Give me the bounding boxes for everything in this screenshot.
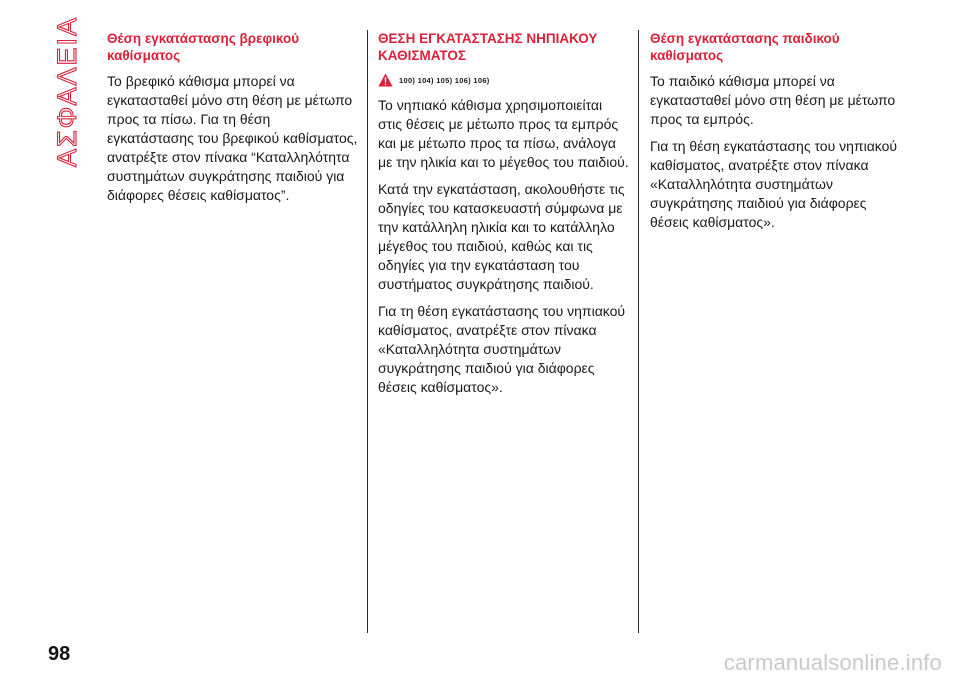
paragraph: Για τη θέση εγκατάστασης του νηπιακού καθίσματος, ανατρέξτε στον πίνακα «Καταλληλότητα συστημάτων συγκράτησης παιδιού για διάφορες θέσεις καθίσματος». (650, 138, 898, 230)
section-tab-label: ΑΣΦΑΛΕΙΑ (52, 15, 83, 167)
warning-triangle-icon (378, 73, 393, 87)
warning-refs: 100) 104) 105) 106) 106) (399, 75, 490, 85)
heading-toddler-seat: ΘΕΣΗ ΕΓΚΑΤΑΣΤΑΣΗΣ ΝΗΠΙΑΚΟΥ ΚΑΘΙΣΜΑΤΟΣ (378, 31, 598, 63)
column-divider (367, 30, 368, 633)
section-tab (50, 15, 86, 167)
warning-reference (378, 72, 630, 88)
heading-infant-seat: Θέση εγκατάστασης βρεφικού καθίσματος (107, 31, 300, 63)
column-infant-seat (107, 30, 359, 213)
paragraph: Το νηπιακό κάθισμα χρησιμοποιείται στις θέσεις με μέτωπο προς τα εμπρός και με μέτωπο προς τα πίσω, ανάλογα με την ηλικία και το μέγεθος του παιδιού. (378, 97, 629, 170)
page-number: 98 (48, 643, 71, 665)
paragraph: Το παιδικό κάθισμα μπορεί να εγκατασταθεί μόνο στη θέση με μέτωπο προς τα εμπρός. (650, 73, 896, 127)
column-divider (638, 30, 639, 633)
column-child-seat (650, 30, 902, 240)
column-toddler-seat (378, 30, 630, 405)
paragraph: Κατά την εγκατάσταση, ακολουθήστε τις οδηγίες του κατασκευαστή σύμφωνα με την κατάλληλη ηλικία και το κατάλληλο μέγεθος του παιδιού, καθώς και τις οδηγίες για την εγκατάσταση του συστήματος συγκράτησης παιδιού. (378, 181, 625, 292)
paragraph: Το βρεφικό κάθισμα μπορεί να εγκατασταθεί μόνο στη θέση με μέτωπο προς τα πίσω. Για τη θέση εγκατάστασης του βρεφικού καθίσματος, ανατρέξτε στον πίνακα “Καταλληλότητα συστημάτων συγκράτησης παιδιού για διάφορες θέσεις καθίσματος”. (107, 73, 358, 203)
paragraph: Για τη θέση εγκατάστασης του νηπιακού καθίσματος, ανατρέξτε στον πίνακα «Καταλληλότητα συστημάτων συγκράτησης παιδιού για διάφορες θέσεις καθίσματος». (378, 303, 626, 395)
watermark: carmanualsonline.info (723, 650, 942, 675)
heading-child-seat: Θέση εγκατάστασης παιδικού καθίσματος (650, 31, 840, 63)
